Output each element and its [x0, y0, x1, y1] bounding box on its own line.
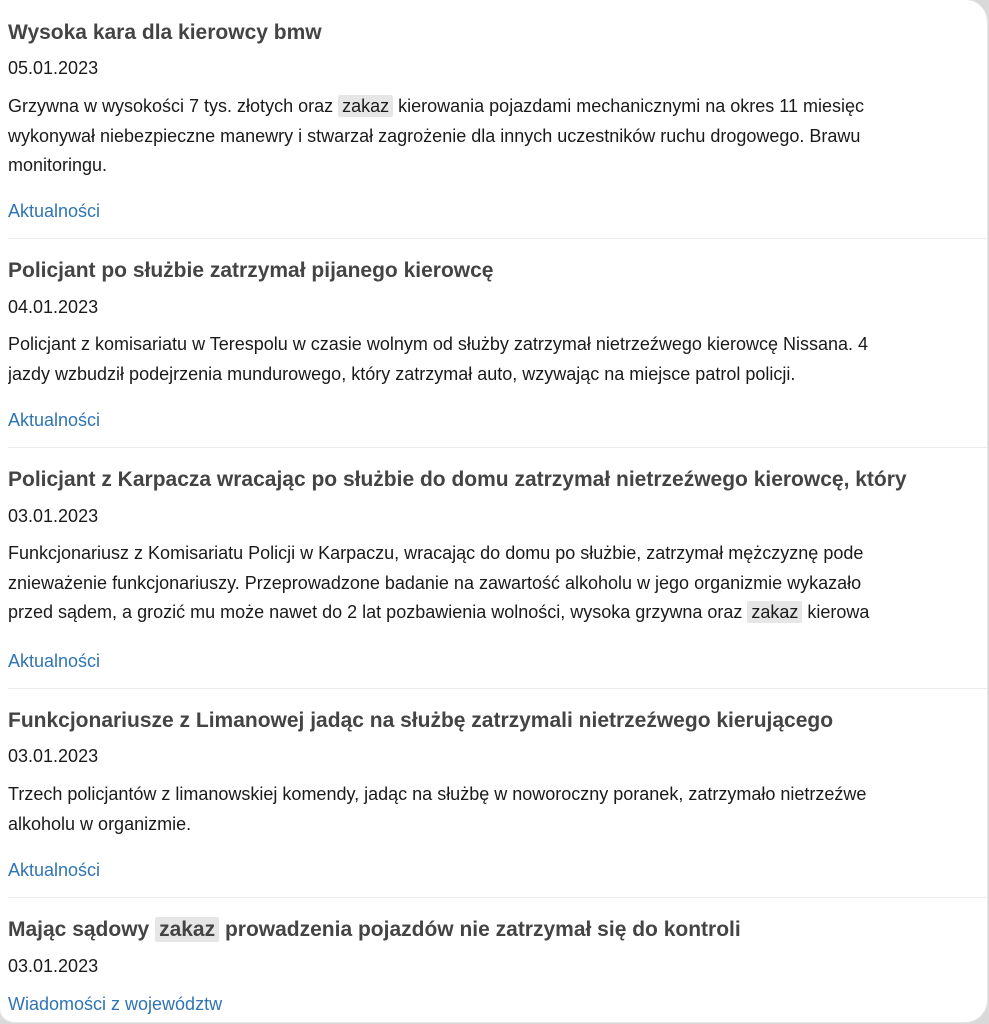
- text-run: prowadzenia pojazdów nie zatrzymał się do kontroli: [219, 918, 741, 941]
- text-run: kierowania pojazdami mechanicznymi na okres 11 miesięc: [393, 96, 864, 116]
- result-title-link[interactable]: [8, 917, 741, 943]
- text-run: Trzech policjantów z limanowskiej komendy, jadąc na służbę w noworoczny poranek, zatrzymało nietrzeźwe: [8, 784, 867, 804]
- text-run: znieważenie funkcjonariuszy. Przeprowadzone badanie na zawartość alkoholu w jego organizmie wykazało: [8, 572, 862, 593]
- result-category-link[interactable]: Aktualności: [8, 410, 101, 430]
- result-date: 05.01.2023: [8, 58, 99, 78]
- result-date: 03.01.2023: [8, 956, 99, 976]
- text-run: jazdy wzbudził podejrzenia mundurowego, który zatrzymał auto, wzywając na miejsce patrol policji.: [8, 363, 796, 384]
- text-run: Policjant z komisariatu w Terespolu w czasie wolnym od służby zatrzymał nietrzeźwego kierowcę Nissana. 4: [8, 334, 869, 354]
- search-result-item: [8, 0, 987, 1022]
- text-run: kierowa: [802, 602, 870, 622]
- text-run: Mając sądowy: [8, 918, 156, 941]
- text-run: przed sądem, a grozić mu może nawet do 2 lat pozbawienia wolności, wysoka grzywna oraz: [8, 602, 748, 622]
- result-title-link[interactable]: Policjant po służbie zatrzymał pijanego kierowcę: [8, 259, 494, 282]
- search-term-highlight: zakaz: [155, 917, 219, 942]
- result-title-link[interactable]: Policjant z Karpacza wracając po służbie do domu zatrzymał nietrzeźwego kierowcę, który: [8, 468, 907, 491]
- result-date: 04.01.2023: [8, 297, 99, 317]
- text-run: alkoholu w organizmie.: [8, 813, 192, 834]
- search-term-highlight: zakaz: [747, 601, 802, 623]
- text-run: Grzywna w wysokości 7 tys. złotych oraz: [8, 96, 339, 116]
- result-category-link[interactable]: Aktualności: [8, 860, 101, 880]
- result-category-link[interactable]: Wiadomości z województw: [8, 994, 223, 1014]
- result-date: 03.01.2023: [8, 746, 99, 766]
- search-term-highlight: zakaz: [338, 95, 393, 117]
- result-title-link[interactable]: Wysoka kara dla kierowcy bmw: [8, 21, 322, 44]
- result-title-link[interactable]: Funkcjonariusze z Limanowej jadąc na służbę zatrzymali nietrzeźwego kierującego: [8, 709, 834, 732]
- text-run: Funkcjonariusz z Komisariatu Policji w Karpaczu, wracając do domu po służbie, zatrzymał mężczyznę pode: [8, 543, 864, 563]
- text-run: wykonywał niebezpieczne manewry i stwarzał zagrożenie dla innych uczestników ruchu drogowego. Brawu: [8, 125, 861, 146]
- result-date: 03.01.2023: [8, 506, 99, 526]
- result-category-link[interactable]: Aktualności: [8, 201, 101, 221]
- result-category-link[interactable]: Aktualności: [8, 651, 101, 671]
- text-run: monitoringu.: [8, 155, 108, 175]
